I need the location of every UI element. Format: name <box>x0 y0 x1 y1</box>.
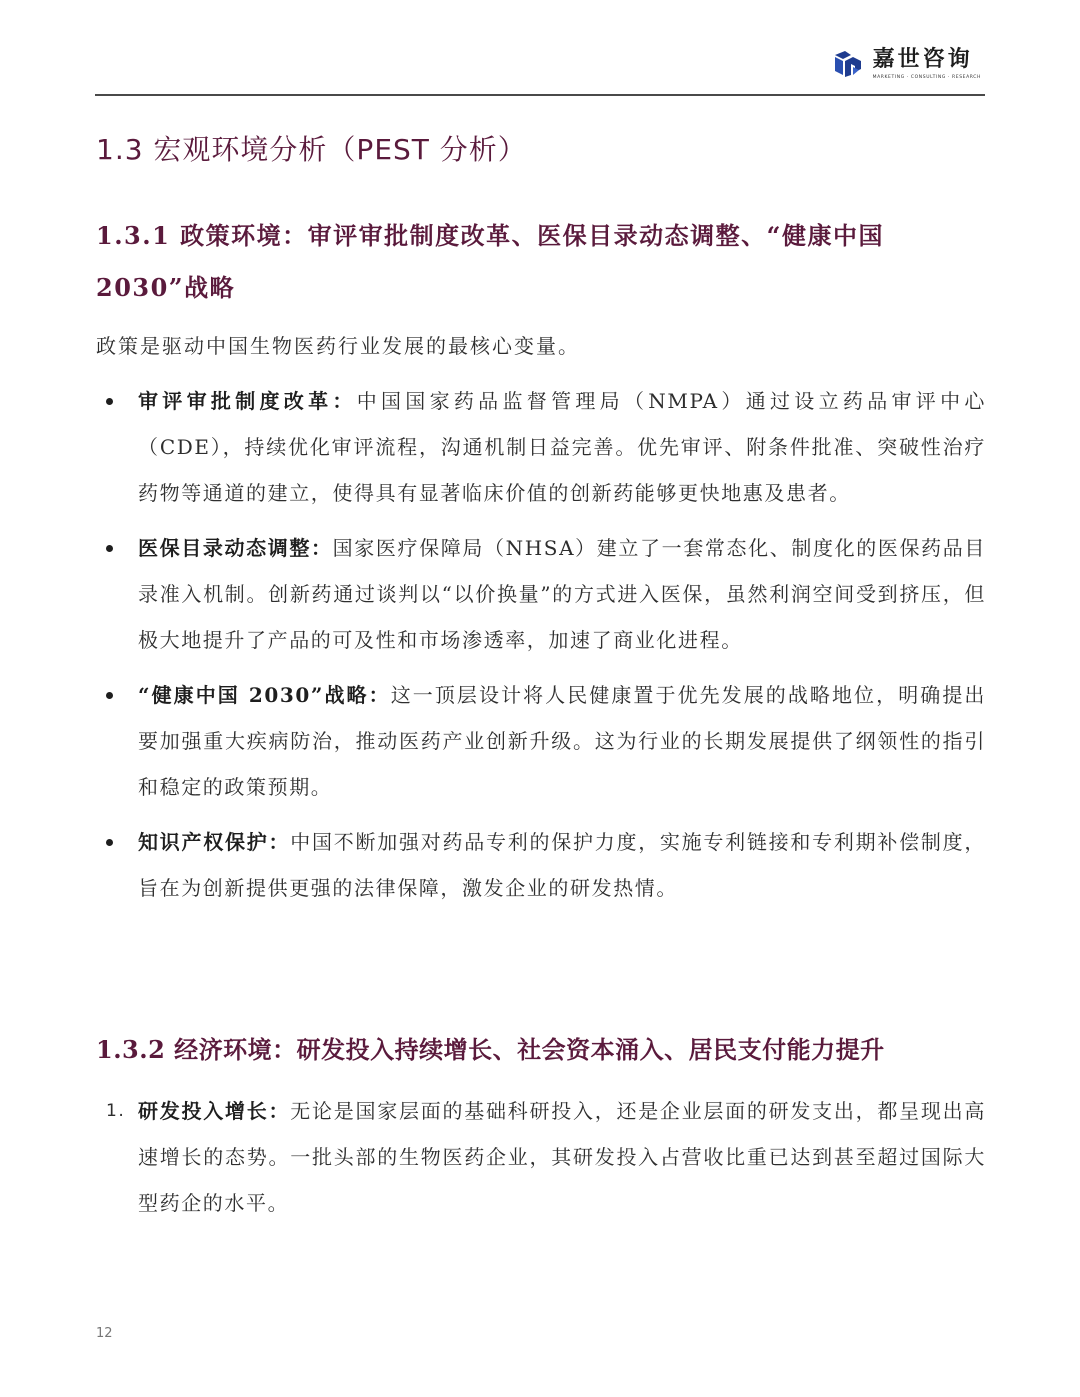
item-text: 这一顶层设计将人民健康置于优先发展的战略地位，明确提出要加强重大疾病防治，推动医药产业创新升级。这为行业的长期发展提供了纲领性的指引和稳定的政策预期。 <box>138 683 986 799</box>
subsection-title-policy: 1.3.1 政策环境：审评审批制度改革、医保目录动态调整、“健康中国 2030”战略 <box>96 221 884 302</box>
section-title: 1.3 宏观环境分析（PEST 分析） <box>96 133 527 166</box>
bullet-icon <box>106 398 113 405</box>
bullet-icon <box>106 545 113 552</box>
item-text: 中国国家药品监督管理局（NMPA）通过设立药品审评中心（CDE），持续优化审评流程，沟通机制日益完善。优先审评、附条件批准、突破性治疗药物等通道的建立，使得具有显著临床价值的创新药能够更快地惠及患者。 <box>138 389 986 505</box>
item-lead: “健康中国 2030”战略： <box>138 683 391 707</box>
bullet-icon <box>106 839 113 846</box>
economy-numbered-list <box>96 1088 986 1226</box>
subsection-title-economy: 1.3.2 经济环境：研发投入持续增长、社会资本涌入、居民支付能力提升 <box>96 1035 885 1064</box>
brand-tagline: MARKETING · CONSULTING · RESEARCH <box>872 75 981 80</box>
list-item <box>96 378 986 516</box>
item-lead: 审评审批制度改革： <box>138 389 357 413</box>
item-text: 中国不断加强对药品专利的保护力度，实施专利链接和专利期补偿制度，旨在为创新提供更强的法律保障，激发企业的研发热情。 <box>138 830 986 900</box>
list-item <box>96 1088 986 1226</box>
policy-bullet-list <box>96 378 986 920</box>
page-number: 12 <box>96 1326 113 1341</box>
item-text: 国家医疗保障局（NHSA）建立了一套常态化、制度化的医保药品目录准入机制。创新药通过谈判以“以价换量”的方式进入医保，虽然利润空间受到挤压，但极大地提升了产品的可及性和市场渗透率，加速了商业化进程。 <box>138 536 987 652</box>
item-text: 无论是国家层面的基础科研投入，还是企业层面的研发支出，都呈现出高速增长的态势。一批头部的生物医药企业，其研发投入占营收比重已达到甚至超过国际大型药企的水平。 <box>138 1099 986 1215</box>
brand-mark-icon <box>831 47 865 81</box>
brand-logo <box>831 47 981 81</box>
bullet-icon <box>106 692 113 699</box>
item-number: 1. <box>106 1101 126 1121</box>
page-header <box>95 40 985 95</box>
header-divider <box>95 94 985 96</box>
list-item <box>96 672 986 810</box>
policy-intro: 政策是驱动中国生物医药行业发展的最核心变量。 <box>96 334 580 358</box>
brand-name: 嘉世咨询 <box>872 47 973 72</box>
list-item <box>96 819 986 911</box>
list-item <box>96 525 986 663</box>
item-lead: 知识产权保护： <box>138 830 291 854</box>
item-lead: 研发投入增长： <box>138 1099 291 1123</box>
item-lead: 医保目录动态调整： <box>138 536 333 560</box>
